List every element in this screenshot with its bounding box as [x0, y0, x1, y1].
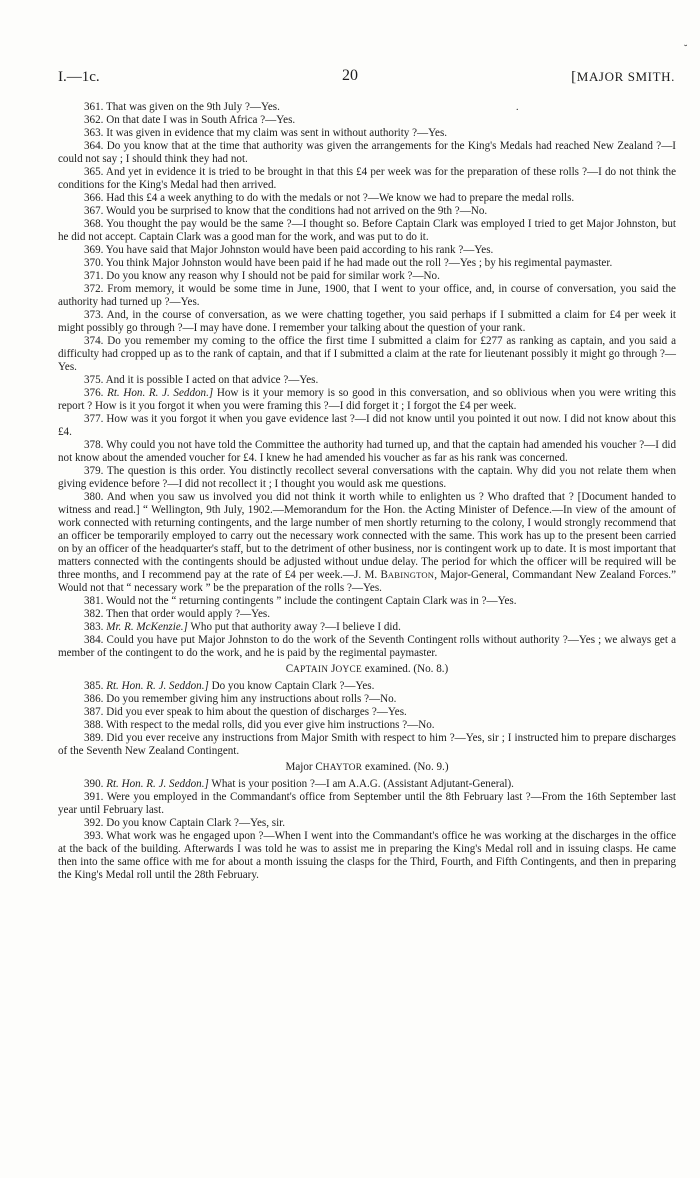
name-initial: J	[331, 663, 336, 675]
question-391: 391. Were you employed in the Commandant's office from September until the 8th February last ?—From the 16th September last year until February last.	[58, 791, 676, 816]
witness-heading-chaytor	[58, 761, 676, 775]
name-small-caps: HAYTOR	[322, 763, 363, 773]
document-reference: I.—1c.	[58, 69, 100, 85]
question-383	[58, 621, 676, 634]
question-389: 389. Did you ever receive any instructions from Major Smith with respect to him ?—Yes, sir ; I instructed him to prepare discharges of the Seventh New Zealand Contingent.	[58, 732, 676, 757]
speaker-name: Rt. Hon. R. J. Seddon.]	[106, 680, 209, 692]
question-377: 377. How was it you forgot it when you gave evidence last ?—I did not know until you pointed it out now. I did not know about this £4.	[58, 413, 676, 438]
question-375: 375. And it is possible I acted on that advice ?—Yes.	[84, 374, 319, 386]
witness-heading-joyce	[58, 663, 676, 677]
rank-label: Major	[285, 761, 316, 773]
question-379: 379. The question is this order. You distinctly recollect several conversations with the captain. Why did you not relate them when giving evidence before ?—I did not recollect it ; I thought you would ask me questions.	[58, 465, 676, 490]
question-text: How is it your memory is so good in this conversation, and so oblivious when you were writing this report ? How is it you forgot it when you were framing this ?—I did forget it ; I forgot the £4 per week.	[58, 387, 676, 412]
question-373: 373. And, in the course of conversation, as we were chatting together, you said perhaps if I submitted a claim for £4 per week it might possibly go through ?—I may have done. I remember your talking about the question of your rank.	[58, 309, 676, 334]
question-363: 363. It was given in evidence that my claim was sent in without authority ?—Yes.	[84, 127, 448, 139]
name-initial: C	[315, 761, 323, 773]
signature-initial: B	[380, 569, 388, 581]
question-text: What is your position ?—I am A.A.G. (Assistant Adjutant-General).	[208, 778, 514, 790]
question-386: 386. Do you remember giving him any instructions about rolls ?—No.	[84, 693, 397, 705]
heading-tail: examined. (No. 9.)	[362, 761, 449, 773]
question-372: 372. From memory, it would be some time in June, 1900, that I went to your office, and, in course of conversation, you said the authority had turned up ?—Yes.	[58, 283, 676, 308]
corner-mark: ˘	[684, 44, 688, 55]
question-376	[58, 387, 676, 413]
question-382: 382. Then that order would apply ?—Yes.	[84, 608, 271, 620]
page-number: 20	[342, 67, 358, 84]
question-365: 365. And yet in evidence it is tried to be brought in that this £4 per week was for the preparation of these rolls ?—I do not think the conditions for the King's Medal had then arrived.	[58, 166, 676, 191]
question-381: 381. Would not the “ returning contingents ” include the contingent Captain Clark was in ?—Yes.	[84, 595, 517, 607]
question-387: 387. Did you ever speak to him about the question of discharges ?—Yes.	[84, 706, 407, 718]
running-head	[571, 69, 675, 86]
question-number: 383.	[84, 621, 104, 633]
question-text-end: , Major-General, Commandant New Zealand Forces.” Would not that “ necessary work ” be the preparation of the rolls ?—Yes.	[58, 569, 676, 594]
stray-dot: .	[516, 102, 519, 113]
question-366: 366. Had this £4 a week anything to do with the medals or not ?—We know we had to prepare the medal rolls.	[84, 192, 575, 204]
page-header	[58, 69, 675, 89]
question-364: 364. Do you know that at the time that authority was given the arrangements for the King's Medals had reached New Zealand ?—I could not say ; I should think they had not.	[58, 140, 676, 165]
name-small-caps: OYCE	[335, 665, 362, 675]
question-390	[58, 778, 676, 791]
question-374: 374. Do you remember my coming to the office the first time I submitted a claim for £277 as ranking as captain, and you said a difficulty had cropped up as to the rank of captain, and that if I submitted a claim at the rate for lieutenant possibly it might go through ?—Yes.	[58, 335, 676, 373]
document-body	[58, 101, 676, 882]
question-392: 392. Do you know Captain Clark ?—Yes, sir.	[84, 817, 286, 829]
question-text: 380. And when you saw us involved you did not think it worth while to enlighten us ? Who drafted that ? [Document handed to witness and read.] “ Wellington, 9th July, 1902.—Memorandum for the Hon. the Acting Minister of Defence.—In view of the amount of work connected with returning contingents, and the large number of men shortly returning to the colony, I would strongly recommend that an officer be temporarily employed to carry out the necessary work connected with the same. This work has up to the present been carried on by an officer of the headquarter's staff, but to the detriment of other business, nor is contingent work up to date. It is most important that matters connected with the contingents should be adjusted without undue delay. The period for which the officer will be required will be three months, and I recommend pay at the rate of £4 per week.—J. M.	[58, 491, 676, 581]
question-388: 388. With respect to the medal rolls, did you ever give him instructions ?—No.	[84, 719, 435, 731]
question-362: 362. On that date I was in South Africa ?—Yes.	[84, 114, 296, 126]
question-number: 376.	[84, 387, 104, 399]
question-378: 378. Why could you not have told the Committee the authority had turned up, and that the captain had amended his voucher ?—I did not know about the amended voucher for £4. I knew he had amended his voucher as far as his rank was concerned.	[58, 439, 676, 464]
question-number: 390.	[84, 778, 104, 790]
question-369: 369. You have said that Major Johnston would have been paid according to his rank ?—Yes.	[84, 244, 494, 256]
running-head-label: MAJOR SMITH.	[576, 69, 675, 84]
question-371: 371. Do you know any reason why I should not be paid for similar work ?—No.	[84, 270, 440, 282]
question-380	[58, 491, 676, 595]
speaker-name: Rt. Hon. R. J. Seddon.]	[106, 778, 209, 790]
signature-name	[380, 569, 434, 581]
rank-small-caps: APTAIN	[293, 665, 329, 675]
question-385	[58, 680, 676, 693]
question-368: 368. You thought the pay would be the same ?—I thought so. Before Captain Clark was employed I tried to get Major Johnston, but he did not accept. Captain Clark was a good man for the work, and was put to do it.	[58, 218, 676, 243]
signature-small-caps: ABINGTON	[387, 570, 435, 580]
question-text: Who put that authority away ?—I believe I did.	[187, 621, 401, 633]
question-370: 370. You think Major Johnston would have been paid if he had made out the roll ?—Yes ; by his regimental paymaster.	[84, 257, 613, 269]
rank-initial: C	[285, 663, 294, 675]
running-head-bracket: [	[571, 69, 577, 85]
speaker-name: Mr. R. McKenzie.]	[106, 621, 188, 633]
question-text: Do you know Captain Clark ?—Yes.	[208, 680, 375, 692]
speaker-name: Rt. Hon. R. J. Seddon.]	[107, 387, 214, 399]
question-384: 384. Could you have put Major Johnston to do the work of the Seventh Contingent rolls without authority ?—Yes ; we always get a member of the contingent to do the work, and he is paid by the regimental paymaster.	[58, 634, 676, 659]
question-361: 361. That was given on the 9th July ?—Yes.	[84, 101, 280, 113]
heading-tail: examined. (No. 8.)	[361, 663, 449, 675]
question-393: 393. What work was he engaged upon ?—When I went into the Commandant's office he was working at the discharges in the office at the back of the building. Afterwards I was told he was to assist me in preparing the King's Medal roll and in issuing clasps. He came then into the same office with me for about a month issuing the clasps for the Third, Fourth, and Fifth Contingents, and then in preparing the King's Medal roll until the 28th February.	[58, 830, 676, 881]
question-number: 385.	[84, 680, 104, 692]
question-367: 367. Would you be surprised to know that the conditions had not arrived on the 9th ?—No.	[84, 205, 488, 217]
